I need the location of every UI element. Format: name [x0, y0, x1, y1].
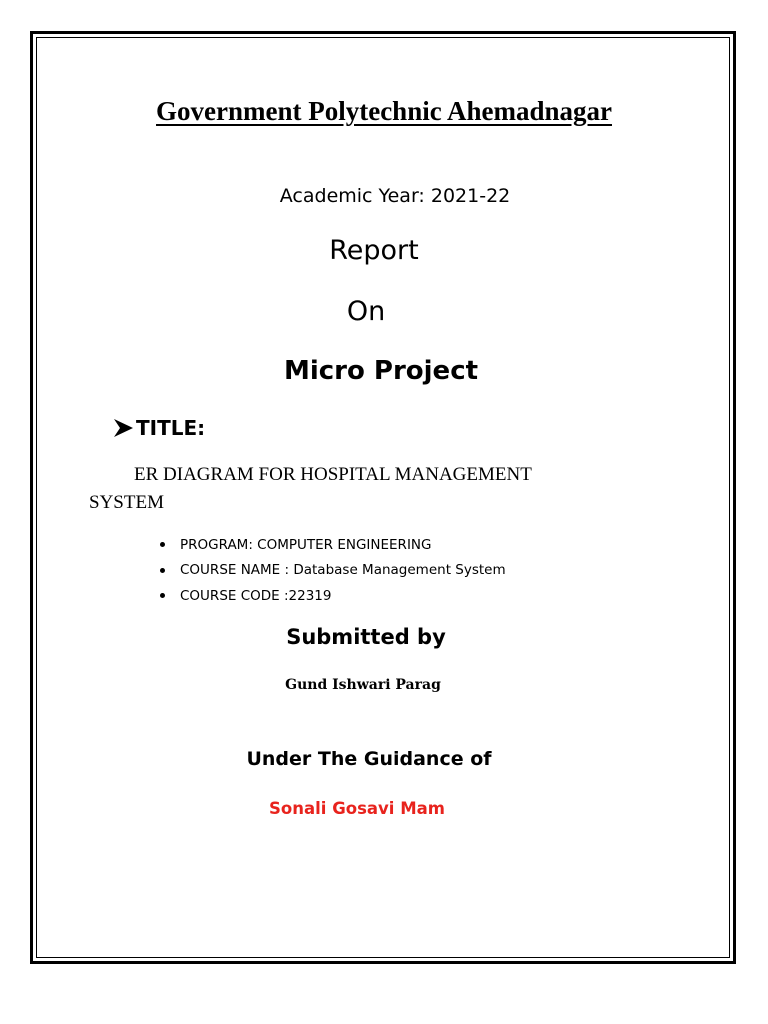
micro-project-heading: Micro Project [283, 356, 479, 386]
student-name: Gund Ishwari Parag [285, 677, 441, 693]
title-heading-row [112, 416, 205, 440]
list-item [160, 583, 506, 609]
academic-year: Academic Year: 2021-22 [279, 185, 511, 207]
guidance-heading: Under The Guidance of [246, 748, 492, 770]
arrowhead-right-icon [112, 417, 134, 439]
list-item [160, 532, 506, 558]
project-title-line-1: ER DIAGRAM FOR HOSPITAL MANAGEMENT [134, 464, 532, 485]
title-heading: TITLE: [136, 416, 206, 440]
list-item [160, 558, 506, 584]
submitted-by-heading: Submitted by [286, 625, 446, 649]
bullet-icon [160, 542, 165, 547]
college-name: Government Polytechnic Ahemadnagar [156, 96, 612, 126]
report-heading: Report [329, 235, 419, 266]
project-title-line-2: SYSTEM [89, 492, 164, 513]
course-code-detail: COURSE CODE :22319 [180, 587, 332, 604]
program-detail: PROGRAM: COMPUTER ENGINEERING [180, 536, 432, 553]
bullet-icon [160, 568, 165, 573]
on-heading: On [346, 296, 386, 327]
bullet-icon [160, 593, 165, 598]
course-details-list [160, 532, 506, 609]
guide-name: Sonali Gosavi Mam [269, 799, 445, 818]
course-name-detail: COURSE NAME : Database Management System [180, 562, 506, 579]
